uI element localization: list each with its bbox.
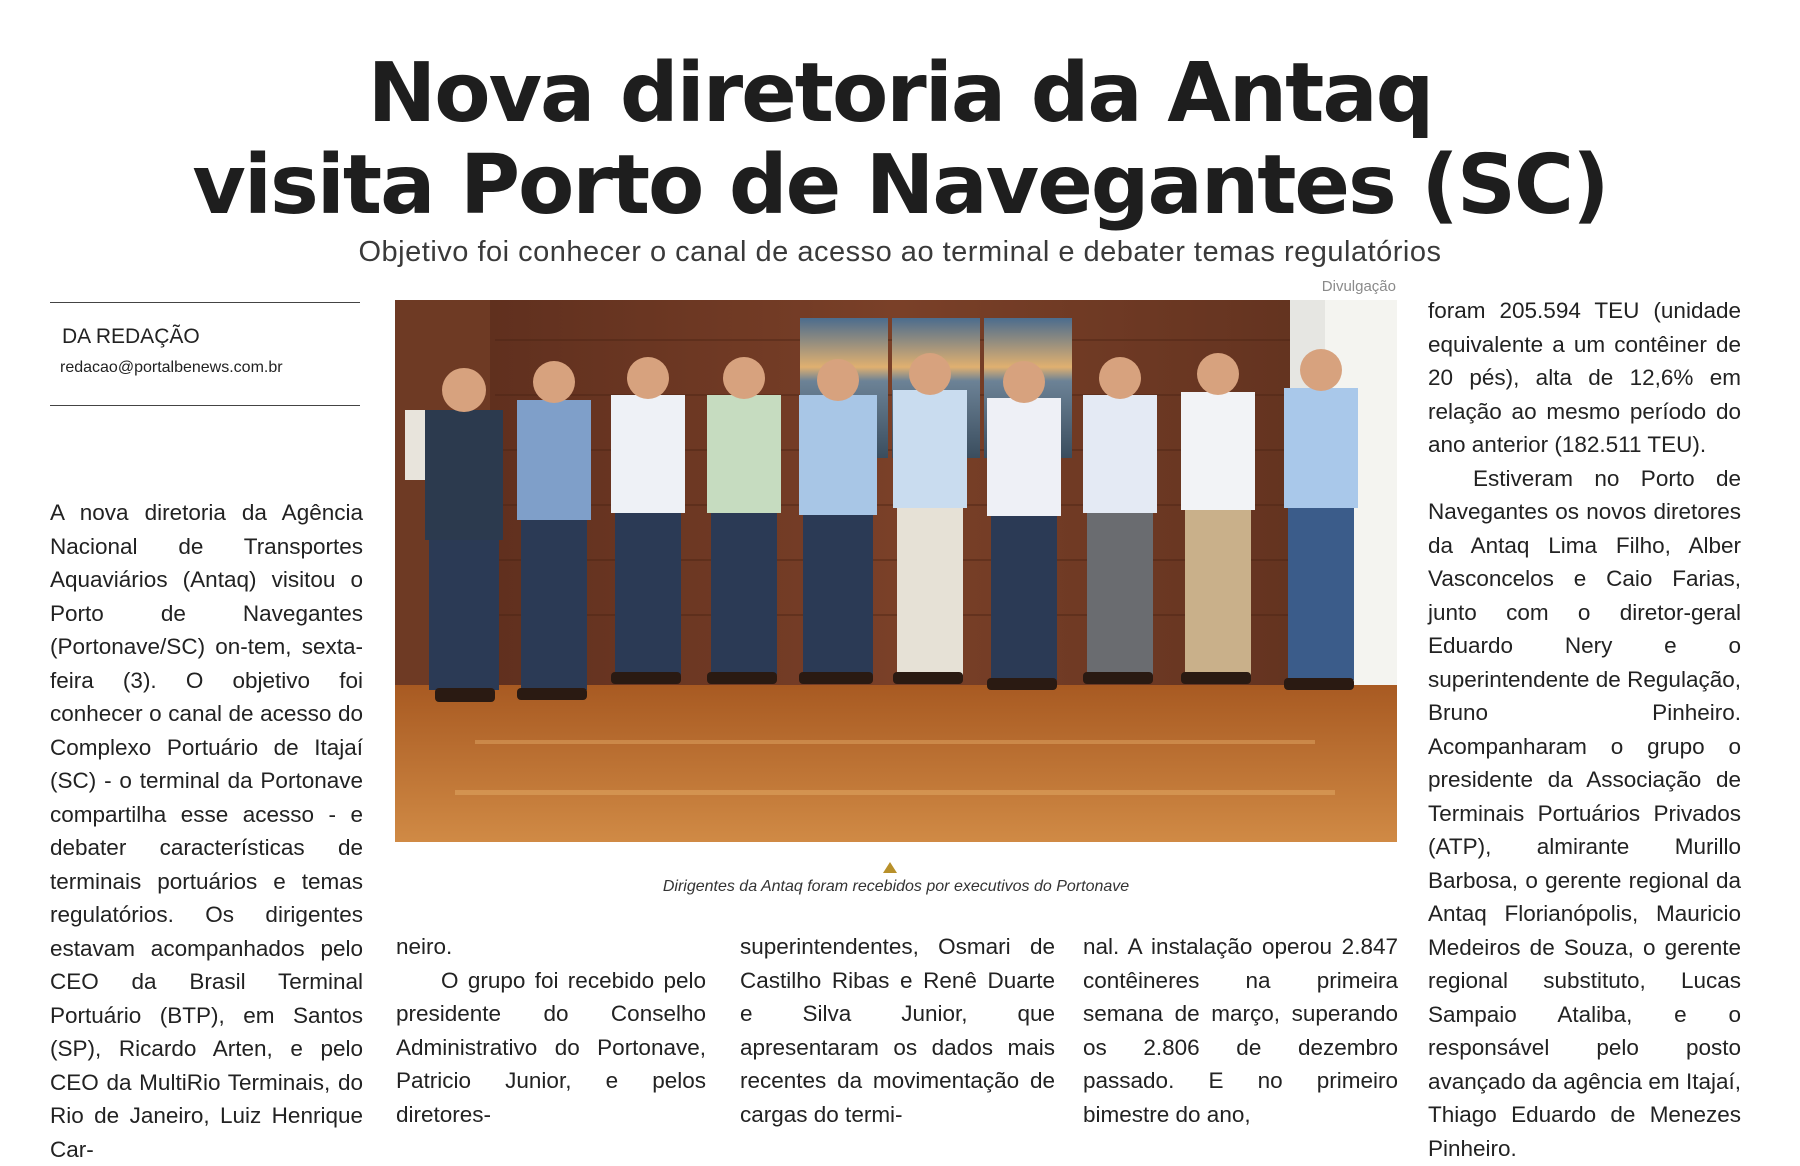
photo-credit: Divulgação <box>1321 278 1396 295</box>
group-photo-illustration <box>395 300 1397 842</box>
article-column-1 <box>50 496 363 1166</box>
paragraph: nal. A instalação operou 2.847 contêineres na primeira semana de março, superando os 2.806 de dezembro passado. E no primeiro bimestre do ano, <box>1083 934 1398 1127</box>
paragraph: neiro. <box>396 934 453 959</box>
paragraph: Estiveram no Porto de Navegantes os novos diretores da Antaq Lima Filho, Alber Vasconcelos e Caio Farias, junto com o diretor-geral Eduardo Nery e o superintendente de Regulação, Bruno Pinheiro. Acompanharam o grupo o presidente da Associação de Terminais Portuários Privados (ATP), almirante Murillo Barbosa, o gerente regional da Antaq Florianópolis, Mauricio Medeiros de Souza, o gerente regional substituto, Lucas Sampaio Ataliba, e o responsável pelo posto avançado da agência em Itajaí, Thiago Eduardo de Menezes Pinheiro. <box>1428 465 1741 1161</box>
article-column-5 <box>1428 294 1741 1165</box>
headline-line-2: visita Porto de Navegantes (SC) <box>192 138 1608 233</box>
caption-marker-icon <box>883 862 897 873</box>
byline-email: redacao@portalbenews.com.br <box>60 359 283 376</box>
paragraph: superintendentes, Osmari de Castilho Ribas e Renê Duarte e Silva Junior, que apresentaram os dados mais recentes da movimentação de cargas do termi- <box>740 934 1055 1127</box>
article-column-2 <box>396 930 706 1131</box>
article-column-3 <box>740 930 1055 1131</box>
article-photo <box>395 300 1397 842</box>
photo-caption: Dirigentes da Antaq foram recebidos por executivos do Portonave <box>662 878 1130 895</box>
article-subtitle: Objetivo foi conhecer o canal de acesso ao terminal e debater temas regulatórios <box>358 236 1442 268</box>
byline <box>50 302 360 406</box>
paragraph: A nova diretoria da Agência Nacional de Transportes Aquaviários (Antaq) visitou o Porto de Navegantes (Portonave/SC) on-tem, sexta-feira (3). O objetivo foi conhecer o canal de acesso do Complexo Portuário de Itajaí (SC) - o terminal da Portonave compartilha esse acesso - e debater características de terminais portuários e temas regulatórios. Os dirigentes estavam acompanhados pelo CEO da Brasil Terminal Portuário (BTP), em Santos (SP), Ricardo Arten, e pelo CEO da MultiRio Terminais, do Rio de Janeiro, Luiz Henrique Car- <box>50 500 363 1162</box>
headline-line-1: Nova diretoria da Antaq <box>367 46 1433 141</box>
article-headline <box>0 48 1800 232</box>
paragraph: O grupo foi recebido pelo presidente do Conselho Administrativo do Portonave, Patricio Junior, e pelos diretores- <box>396 967 706 1127</box>
article-column-4 <box>1083 930 1398 1131</box>
byline-author: DA REDAÇÃO <box>62 325 200 348</box>
paragraph: foram 205.594 TEU (unidade equivalente a um contêiner de 20 pés), alta de 12,6% em relação ao mesmo período do ano anterior (182.511 TEU). <box>1428 298 1741 457</box>
